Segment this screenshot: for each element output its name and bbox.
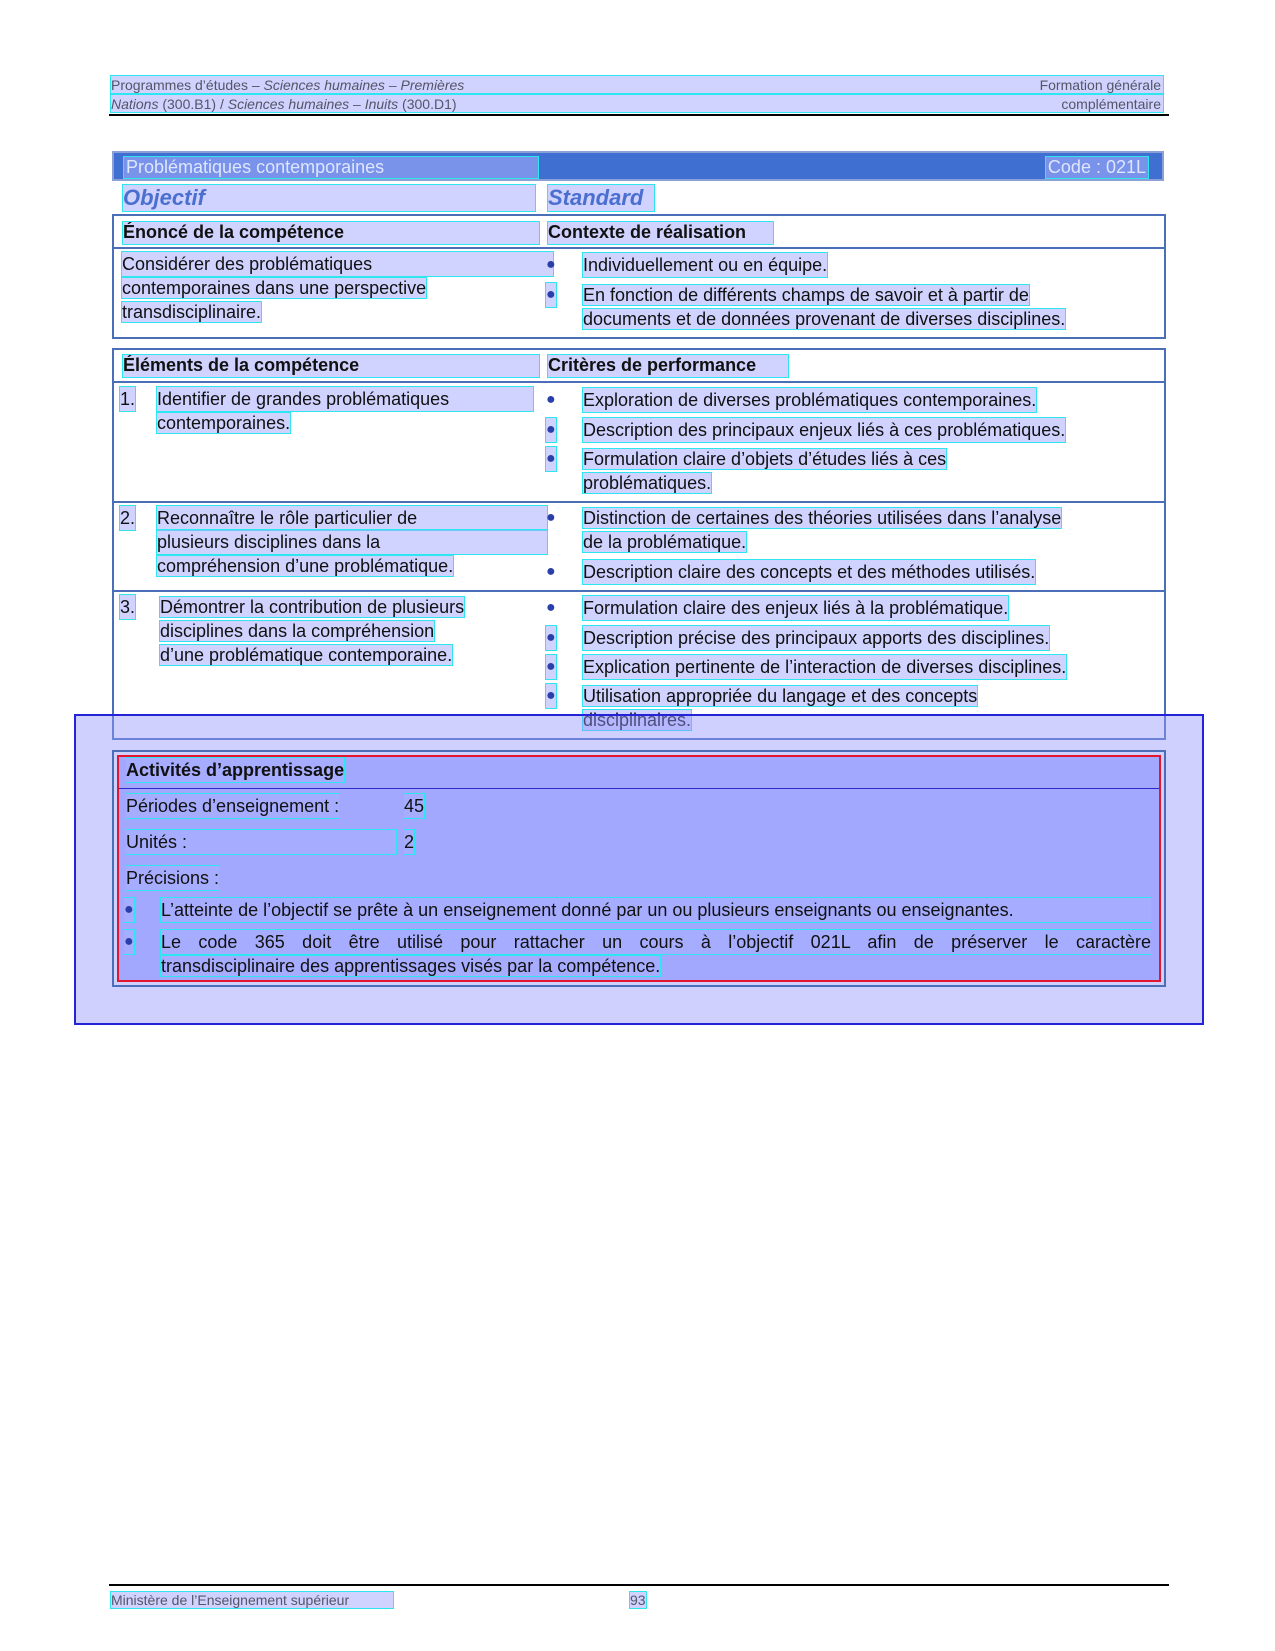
element-line: plusieurs disciplines dans la (157, 530, 547, 554)
bullet-dot-icon: ● (124, 898, 134, 922)
statement-line: contemporaines dans une perspective (122, 278, 427, 298)
competency-title: Problématiques contemporaines (124, 157, 538, 178)
bullet-dot-icon: ● (546, 447, 556, 471)
competency-code: Code : 021L (1047, 157, 1146, 177)
periods-value: 45 (404, 796, 425, 816)
units-label: Unités : (126, 830, 396, 854)
competence-header-rule (114, 247, 1164, 249)
bullet-dot-icon: ● (124, 930, 134, 954)
context-list (546, 253, 1156, 331)
bullet-dot-icon: ● (546, 563, 556, 580)
criterion-text: Utilisation appropriée du langage et des concepts (583, 686, 978, 706)
header-code-d1: (300.D1) (398, 96, 457, 112)
criteria-list-3 (546, 596, 1158, 732)
criterion-text: problématiques. (583, 473, 712, 493)
activities-header-rule (119, 788, 1159, 789)
statement-line: transdisciplinaire. (122, 302, 262, 322)
bullet-dot-icon: ● (546, 599, 556, 616)
criterion-text: Formulation claire d’objets d’études liés à ces (583, 449, 947, 469)
bullet-dot-icon: ● (546, 256, 556, 273)
context-item-text: Individuellement ou en équipe. (583, 255, 828, 275)
precision-text: transdisciplinaire des apprentissages visés par la compétence. (161, 956, 661, 976)
precision-item (124, 930, 1152, 980)
context-item-text: En fonction de différents champs de savoir et à partir de (583, 285, 1029, 305)
footer-ministry: Ministère de l’Enseignement supérieur (111, 1592, 393, 1608)
bullet-dot-icon: ● (546, 391, 556, 408)
header-right-line-1: Formation générale (1039, 77, 1161, 93)
objectif-label: Objectif (123, 185, 535, 211)
elements-row-rule (114, 590, 1164, 592)
criterion-text: Formulation claire des enjeux liés à la problématique. (583, 598, 1009, 618)
competence-statement-header: Énoncé de la compétence (123, 222, 539, 244)
element-line: Reconnaître le rôle particulier de (157, 506, 547, 530)
bullet-dot-icon: ● (546, 283, 556, 307)
precisions-label: Précisions : (126, 868, 220, 888)
bullet-dot-icon: ● (546, 509, 556, 526)
element-line: disciplines dans la compréhension (160, 621, 435, 641)
bullet-dot-icon: ● (546, 626, 556, 650)
criteria-list-1 (546, 388, 1158, 495)
bullet-dot-icon: ● (546, 684, 556, 708)
footer-rule (109, 1584, 1169, 1586)
element-number: 2. (120, 508, 136, 528)
elements-row-rule (114, 501, 1164, 503)
context-item-text: documents et de données provenant de diverses disciplines. (583, 309, 1066, 329)
standard-label: Standard (548, 185, 654, 211)
activities-heading: Activités d’apprentissage (126, 760, 345, 780)
context-item (546, 253, 1156, 283)
element-number: 3. (120, 597, 136, 617)
elements-header-rule (114, 381, 1164, 383)
context-header: Contexte de réalisation (548, 222, 773, 244)
header-code-b1: (300.B1) / (158, 96, 228, 112)
element-line: d’une problématique contemporaine. (160, 645, 453, 665)
periods-label: Périodes d’enseignement : (126, 796, 340, 816)
precision-item (124, 898, 1152, 924)
element-line: contemporaines. (157, 413, 291, 433)
criteria-list-2 (546, 506, 1158, 588)
criterion-text: de la problématique. (583, 532, 747, 552)
criterion-text: disciplinaires. (583, 710, 692, 730)
context-item (546, 283, 1156, 331)
header-line-1 (111, 76, 1163, 93)
bullet-dot-icon: ● (546, 655, 556, 679)
criterion-text: Explication pertinente de l’interaction de diverses disciplines. (583, 657, 1067, 677)
header-rule (109, 114, 1169, 116)
header-line-2 (111, 95, 1163, 112)
header-right-line-2: complémentaire (1061, 96, 1161, 112)
bullet-dot-icon: ● (546, 418, 556, 442)
criterion-text: Description des principaux enjeux liés à ces problématiques. (583, 420, 1066, 440)
header-inuits-italic: Sciences humaines – Inuits (227, 96, 399, 112)
header-program-italic: Sciences humaines – Premières (263, 77, 465, 93)
elements-header: Éléments de la compétence (123, 355, 539, 377)
periods-row (126, 794, 426, 816)
page-number: 93 (630, 1592, 646, 1608)
header-program-text: Programmes d’études – (111, 77, 264, 93)
element-line: Démontrer la contribution de plusieurs (160, 597, 465, 617)
criterion-text: Description précise des principaux apports des disciplines. (583, 628, 1050, 648)
units-row (126, 830, 426, 852)
element-number: 1. (120, 389, 136, 409)
precision-text: Le code 365 doit être utilisé pour rattacher un cours à l’objectif 021L afin de préserver le caractère (161, 932, 1151, 952)
element-line: Identifier de grandes problématiques (157, 387, 533, 411)
criterion-text: Description claire des concepts et des méthodes utilisés. (583, 562, 1036, 582)
criterion-text: Distinction de certaines des théories utilisées dans l’analyse (583, 508, 1062, 528)
statement-line: Considérer des problématiques (122, 252, 553, 276)
header-nations-italic: Nations (111, 96, 159, 112)
criterion-text: Exploration de diverses problématiques contemporaines. (583, 390, 1037, 410)
competence-statement (122, 252, 542, 324)
title-bar (112, 151, 1164, 181)
element-line: compréhension d’une problématique. (157, 556, 454, 576)
precision-text: L’atteinte de l’objectif se prête à un enseignement donné par un ou plusieurs enseignants ou enseignantes. (161, 898, 1151, 922)
units-value: 2 (404, 832, 415, 852)
criteria-header: Critères de performance (548, 355, 788, 377)
